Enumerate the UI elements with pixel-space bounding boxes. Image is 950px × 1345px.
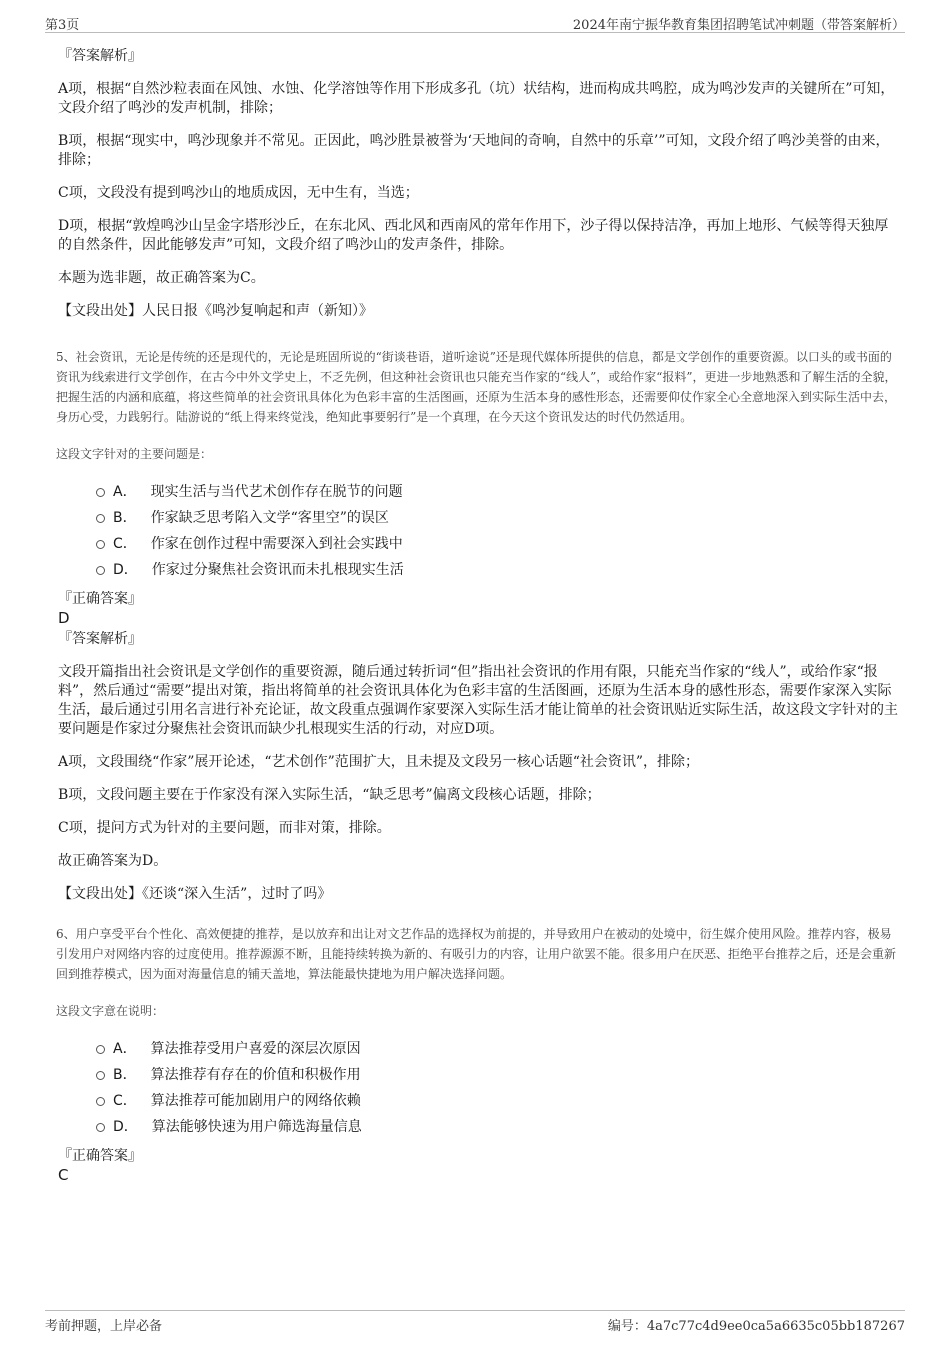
option-letter: C． <box>113 1093 137 1109</box>
radio-button[interactable] <box>96 488 105 497</box>
option-text: 算法推荐可能加剧用户的网络依赖 <box>150 1093 361 1109</box>
radio-button[interactable] <box>96 1123 105 1132</box>
radio-button[interactable] <box>96 1045 105 1054</box>
correct-answer-label: 『正确答案』 <box>58 591 142 607</box>
option-b[interactable] <box>96 505 901 531</box>
question-5-options <box>96 479 901 583</box>
option-letter: B． <box>113 1067 137 1083</box>
option-letter: C． <box>113 536 137 552</box>
radio-button[interactable] <box>96 566 105 575</box>
option-text: 算法能够快速为用户筛选海量信息 <box>151 1119 362 1135</box>
analysis-paragraph: C项，提问方式为针对的主要问题，而非对策，排除。 <box>58 820 391 836</box>
option-letter: B． <box>113 510 137 526</box>
radio-button[interactable] <box>96 514 105 523</box>
document-id: 编号：4a7c77c4d9ee0ca5a6635c05bb187267 <box>607 1319 905 1334</box>
analysis-label: 『答案解析』 <box>58 48 142 64</box>
option-text: 作家过分聚焦社会资讯而未扎根现实生活 <box>151 562 404 578</box>
radio-button[interactable] <box>96 1071 105 1080</box>
option-letter: A． <box>113 484 137 500</box>
source-citation: 【文段出处】人民日报《鸣沙复响起和声（新知）》 <box>58 303 373 319</box>
option-d[interactable] <box>96 557 901 583</box>
option-text: 现实生活与当代艺术创作存在脱节的问题 <box>150 484 403 500</box>
radio-button[interactable] <box>96 540 105 549</box>
option-letter: D． <box>113 562 138 578</box>
question-6-text: 6、用户享受平台个性化、高效便捷的推荐，是以放弃和出让对文艺作品的选择权为前提的，并导致用户在被动的处境中，衍生媒介使用风险。推荐内容，极易引发用户对网络内容的过度使用。推荐源源不断，且能持续转换为新的、有吸引力的内容，让用户欲罢不能。很多用户在厌恶、拒绝平台推荐之后，还是会重新回到推荐模式，因为面对海量信息的铺天盖地，算法能最快捷地为用户解决选择问题。 <box>56 927 897 981</box>
question-5-prompt: 这段文字针对的主要问题是： <box>56 447 213 461</box>
analysis-paragraph: A项，文段围绕“作家”展开论述，“艺术创作”范围扩大，且未提及文段另一核心话题“社会资讯”，排除； <box>58 754 700 770</box>
correct-answer-label: 『正确答案』 <box>58 1148 142 1164</box>
analysis-paragraph: D项，根据“敦煌鸣沙山呈金字塔形沙丘，在东北风、西北风和西南风的常年作用下，沙子得以保持洁净，再加上地形、气候等得天独厚的自然条件，因此能够发声”可知，文段介绍了鸣沙山的发声条件，排除。 <box>58 218 889 253</box>
footer-slogan: 考前押题，上岸必备 <box>45 1319 163 1334</box>
option-a[interactable] <box>96 479 901 505</box>
analysis-conclusion: 故正确答案为D。 <box>58 853 168 869</box>
option-a[interactable] <box>96 1036 901 1062</box>
analysis-conclusion: 本题为选非题，故正确答案为C。 <box>58 270 265 286</box>
option-c[interactable] <box>96 531 901 557</box>
analysis-paragraph: 文段开篇指出社会资讯是文学创作的重要资源，随后通过转折词“但”指出社会资讯的作用有限，只能充当作家的“线人”，或给作家“报料”，然后通过“需要”提出对策，指出将简单的社会资讯具体化为色彩丰富的生活图画，还原为生活本身的感性形态，需要作家深入实际生活，最后通过引用名言进行补充论证，故文段重点强调作家要深入实际生活才能让简单的社会资讯贴近实际生活，故这段文字针对的主要问题是作家过分聚焦社会资讯而缺少扎根现实生活的行动，对应D项。 <box>58 664 898 737</box>
analysis-paragraph: B项，文段问题主要在于作家没有深入实际生活，“缺乏思考”偏离文段核心话题，排除； <box>58 787 601 803</box>
option-c[interactable] <box>96 1088 901 1114</box>
page-number: 第3页 <box>45 18 80 33</box>
document-title: 2024年南宁振华教育集团招聘笔试冲刺题（带答案解析） <box>572 18 905 33</box>
page-footer <box>45 1310 905 1335</box>
source-citation: 【文段出处】《还谈“深入生活”，过时了吗》 <box>58 886 332 902</box>
option-text: 算法推荐受用户喜爱的深层次原因 <box>150 1041 361 1057</box>
question-5-text: 5、社会资讯，无论是传统的还是现代的，无论是班固所说的“街谈巷语，道听途说”还是现代媒体所提供的信息，都是文学创作的重要资源。以口头的或书面的资讯为线索进行文学创作，在古今中外文学史上，不乏先例，但这种社会资讯也只能充当作家的“线人”，或给作家“报料”，更进一步地熟悉和了解生活的全貌，把握生活的内涵和底蕴，将这些简单的社会资讯具体化为色彩丰富的生活图画，还原为生活本身的感性形态，还需要仰仗作家全心全意地深入到实际生活中去，身历心受，力践躬行。陆游说的“纸上得来终觉浅，绝知此事要躬行”是一个真理，在今天这个资讯发达的时代仍然适用。 <box>56 350 897 424</box>
question-6-prompt: 这段文字意在说明： <box>56 1004 165 1018</box>
radio-button[interactable] <box>96 1097 105 1106</box>
main-content <box>56 46 901 1186</box>
question-6-options <box>96 1036 901 1140</box>
analysis-label: 『答案解析』 <box>58 631 142 647</box>
correct-answer-value: C <box>58 1166 69 1184</box>
option-letter: D． <box>113 1119 138 1135</box>
option-text: 作家在创作过程中需要深入到社会实践中 <box>150 536 403 552</box>
option-text: 算法推荐有存在的价值和积极作用 <box>150 1067 361 1083</box>
page-header <box>45 12 905 33</box>
option-text: 作家缺乏思考陷入文学“客里空”的误区 <box>150 510 389 526</box>
analysis-paragraph: A项，根据“自然沙粒表面在风蚀、水蚀、化学溶蚀等作用下形成多孔（坑）状结构，进而构成共鸣腔，成为鸣沙发声的关键所在”可知，文段介绍了鸣沙的发声机制，排除； <box>58 81 895 116</box>
option-letter: A． <box>113 1041 137 1057</box>
analysis-paragraph: C项，文段没有提到鸣沙山的地质成因，无中生有，当选； <box>58 185 419 201</box>
option-b[interactable] <box>96 1062 901 1088</box>
option-d[interactable] <box>96 1114 901 1140</box>
correct-answer-value: D <box>58 609 70 627</box>
analysis-paragraph: B项，根据“现实中，鸣沙现象并不常见。正因此，鸣沙胜景被誉为‘天地间的奇响，自然中的乐章’”可知，文段介绍了鸣沙美誉的由来，排除； <box>58 133 890 168</box>
